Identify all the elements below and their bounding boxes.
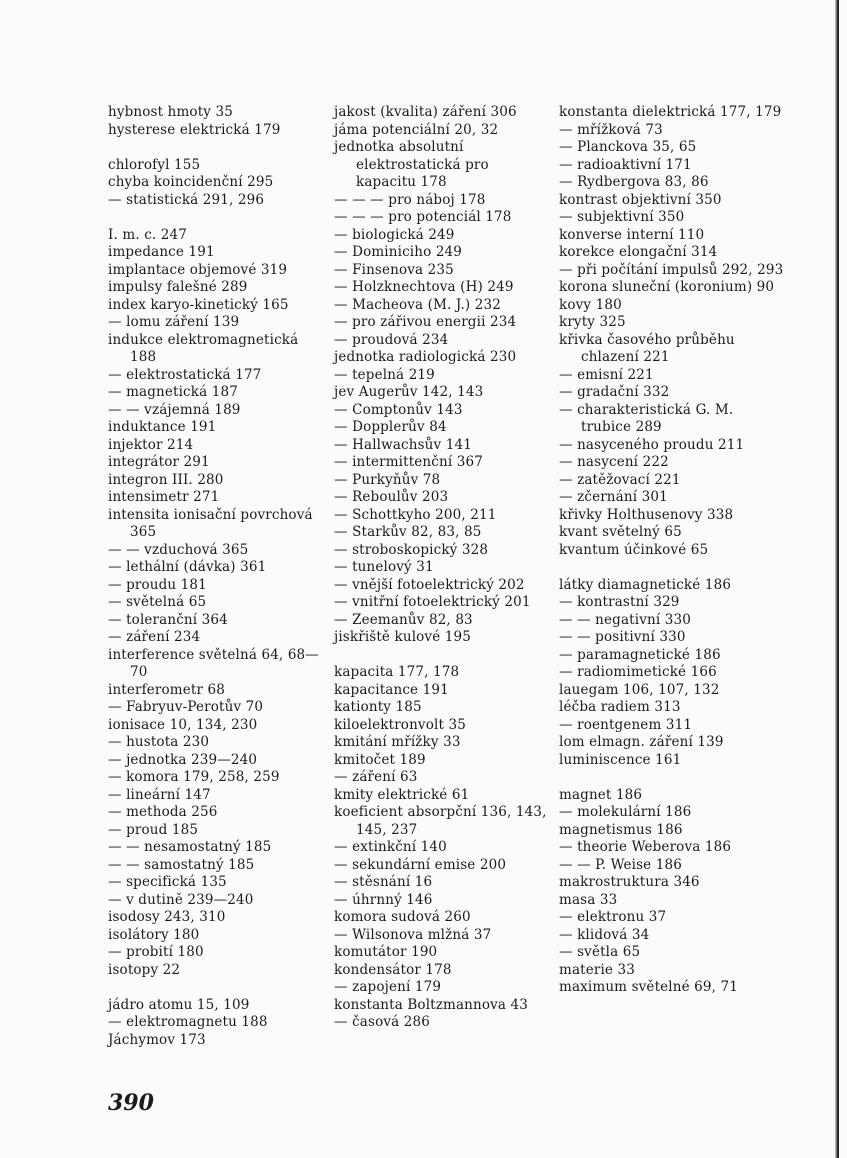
index-entry: jáma potenciální 20, 32 <box>334 121 499 138</box>
index-entry: interference světelná 64, 68—70 <box>108 646 319 680</box>
index-entry: — — vzájemná 189 <box>108 401 241 418</box>
index-entry: masa 33 <box>559 891 618 908</box>
index-entry: — proudová 234 <box>334 331 449 348</box>
index-entry: magnet 186 <box>559 786 643 803</box>
index-entry: — — — pro potenciál 178 <box>334 209 512 225</box>
index-entry: — komora 179, 258, 259 <box>108 769 280 785</box>
index-entry: kryty 325 <box>559 314 626 330</box>
index-entry: — proudu 181 <box>108 576 207 593</box>
index-entry: jednotka radiologická 230 <box>334 349 517 365</box>
index-entry: — Fabryuv-Perotův 70 <box>108 699 264 715</box>
index-entry: — záření 234 <box>108 629 201 645</box>
index-entry: — Planckova 35, 65 <box>559 139 697 155</box>
index-entry: — Hallwachsův 141 <box>334 436 472 453</box>
index-entry: — magnetická 187 <box>108 384 238 400</box>
index-entry: kvantum účinkové 65 <box>559 541 709 558</box>
index-entry: — statistická 291, 296 <box>108 191 265 208</box>
index-entry: — časová 286 <box>334 1014 430 1030</box>
index-entry: konstanta dielektrická 177, 179 <box>559 104 782 120</box>
index-entry: jev Augerův 142, 143 <box>334 384 484 400</box>
index-entry: indukce elektromagnetická 188 <box>108 331 299 365</box>
index-entry: ionisace 10, 134, 230 <box>108 716 258 733</box>
index-entry: kmity elektrické 61 <box>334 786 470 803</box>
index-entry: kapacita 177, 178 <box>334 664 460 680</box>
page-number: 390 <box>108 1090 154 1116</box>
index-entry: impulsy falešné 289 <box>108 279 248 295</box>
index-entry: — stěsnání 16 <box>334 874 433 890</box>
index-entry: — — negativní 330 <box>559 611 691 628</box>
index-entry: kvant světelný 65 <box>559 524 682 540</box>
index-entry: kontrast objektivní 350 <box>559 191 722 208</box>
index-entry: — extinkční 140 <box>334 839 447 855</box>
index-entry: — — nesamostatný 185 <box>108 839 272 855</box>
index-entry: intensimetr 271 <box>108 489 220 505</box>
index-entry: jiskřiště kulové 195 <box>334 629 472 645</box>
index-entry: I. m. c. 247 <box>108 226 188 243</box>
index-entry: implantace objemové 319 <box>108 261 288 278</box>
index-entry: — Schottkyho 200, 211 <box>334 506 497 523</box>
index-entry: integrátor 291 <box>108 454 210 470</box>
index-entry: — lineární 147 <box>108 786 211 803</box>
index-entry: — lomu záření 139 <box>108 314 240 330</box>
index-entry: impedance 191 <box>108 244 215 260</box>
index-entry: — — samostatný 185 <box>108 856 255 873</box>
index-entry: — Dopplerův 84 <box>334 419 447 435</box>
index-entry: — paramagnetické 186 <box>559 646 721 663</box>
index-entry: — lethální (dávka) 361 <box>108 559 267 575</box>
index-entry: — světelná 65 <box>108 594 207 610</box>
index-entry: makrostruktura 346 <box>559 874 700 890</box>
index-entry: — v dutině 239—240 <box>108 891 254 908</box>
index-entry: — jednotka 239—240 <box>108 751 258 768</box>
index-entry: — při počítání impulsů 292, 293 <box>559 261 784 278</box>
index-entry: — kontrastní 329 <box>559 594 680 610</box>
index-entry: magnetismus 186 <box>559 821 683 838</box>
index-entry: — radiomimetické 166 <box>559 664 717 680</box>
index-entry: — hustota 230 <box>108 734 210 750</box>
index-entry: index karyo-kinetický 165 <box>108 296 289 313</box>
index-entry: křivky Holthusenovy 338 <box>559 506 734 523</box>
index-entry: — zapojení 179 <box>334 979 442 995</box>
index-entry: — nasycení 222 <box>559 454 669 470</box>
index-entry: — záření 63 <box>334 769 418 785</box>
index-entry: křivka časového průběhu chlazení 221 <box>559 331 735 365</box>
index-entry: — Purkyňův 78 <box>334 471 441 488</box>
index-entry: — Zeemanův 82, 83 <box>334 611 473 628</box>
index-entry: — specifická 135 <box>108 874 227 890</box>
index-entry: — Reboulův 203 <box>334 489 449 505</box>
index-entry: — theorie Weberova 186 <box>559 839 732 855</box>
index-entry: — Holzknechtova (H) 249 <box>334 279 514 295</box>
index-entry: — Comptonův 143 <box>334 401 463 418</box>
index-entry: — Wilsonova mlžná 37 <box>334 926 492 943</box>
index-entry: komora sudová 260 <box>334 909 471 925</box>
index-entry: kapacitance 191 <box>334 681 449 698</box>
index-entry: — — positivní 330 <box>559 629 686 645</box>
index-entry: injektor 214 <box>108 436 194 453</box>
index-entry: — světla 65 <box>559 944 641 960</box>
index-entry: kiloelektronvolt 35 <box>334 716 466 733</box>
index-entry: — elektronu 37 <box>559 909 667 925</box>
index-entry: — charakteristická G. M. trubice 289 <box>559 401 734 435</box>
index-entry: chlorofyl 155 <box>108 156 201 173</box>
index-entry: — tunelový 31 <box>334 559 434 575</box>
index-entry: jakost (kvalita) záření 306 <box>334 104 517 120</box>
index-entry: konverse interní 110 <box>559 226 705 243</box>
index-entry: — intermittenční 367 <box>334 454 483 470</box>
index-entry: — Finsenova 235 <box>334 261 454 278</box>
index-entry: — Rydbergova 83, 86 <box>559 174 709 190</box>
index-entry: — toleranční 364 <box>108 611 228 628</box>
index-entry: induktance 191 <box>108 419 217 435</box>
index-entry: — gradační 332 <box>559 384 670 400</box>
index-entry: — pro zářivou energii 234 <box>334 314 517 330</box>
index-entry: kationty 185 <box>334 699 422 715</box>
index-entry: Jáchymov 173 <box>108 1031 206 1048</box>
index-entry: jednotka absolutní elektrostatická pro kapacitu 178 <box>334 139 489 190</box>
index-entry: hybnost hmoty 35 <box>108 104 233 120</box>
index-entry: korona sluneční (koronium) 90 <box>559 279 775 295</box>
index-entry: isolátory 180 <box>108 926 200 943</box>
index-entry: lauegam 106, 107, 132 <box>559 681 720 698</box>
index-entry: isodosy 243, 310 <box>108 909 226 925</box>
index-entry: — emisní 221 <box>559 366 654 383</box>
index-entry: — subjektivní 350 <box>559 209 685 225</box>
index-entry: — probití 180 <box>108 944 204 960</box>
index-entry: lom elmagn. záření 139 <box>559 734 724 750</box>
index-entry: — sekundární emise 200 <box>334 856 507 873</box>
index-entry: — Dominiciho 249 <box>334 244 463 260</box>
index-entry: maximum světelné 69, 71 <box>559 979 739 995</box>
index-entry: — methoda 256 <box>108 804 218 820</box>
index-entry: — stroboskopický 328 <box>334 541 489 558</box>
index-entry: — zčernání 301 <box>559 489 668 505</box>
index-entry: materie 33 <box>559 961 635 978</box>
index-entry: — klidová 34 <box>559 926 650 943</box>
index-entry: jádro atomu 15, 109 <box>108 996 250 1013</box>
index-entry: — vnější fotoelektrický 202 <box>334 576 525 593</box>
index-entry: interferometr 68 <box>108 681 225 698</box>
index-entry: intensita ionisační povrchová 365 <box>108 506 313 540</box>
index-entry: integron III. 280 <box>108 471 224 488</box>
index-entry: — zatěžovací 221 <box>559 471 681 488</box>
index-entry: — molekulární 186 <box>559 804 692 820</box>
index-entry: koeficient absorpční 136, 143, 145, 237 <box>334 804 547 838</box>
index-entry: — vnitřní fotoelektrický 201 <box>334 594 531 610</box>
index-entry: — elektromagnetu 188 <box>108 1014 268 1030</box>
index-column-1 <box>108 104 324 1049</box>
index-entry: kovy 180 <box>559 296 622 313</box>
index-entry: — — P. Weise 186 <box>559 856 682 873</box>
index-entry: — biologická 249 <box>334 226 455 243</box>
index-column-3 <box>559 104 785 997</box>
index-entry: — roentgenem 311 <box>559 716 693 733</box>
index-entry: — tepelná 219 <box>334 366 435 383</box>
index-column-2 <box>334 104 550 1032</box>
index-entry: konstanta Boltzmannova 43 <box>334 996 529 1013</box>
index-entry: kondensátor 178 <box>334 961 452 978</box>
index-entry: kmitání mřížky 33 <box>334 734 461 750</box>
index-entry: — mřížková 73 <box>559 121 663 138</box>
index-entry: luminiscence 161 <box>559 751 682 768</box>
index-entry: — — vzduchová 365 <box>108 541 249 558</box>
index-entry: — Macheova (M. J.) 232 <box>334 296 501 313</box>
index-entry: — elektrostatická 177 <box>108 366 262 383</box>
index-entry: korekce elongační 314 <box>559 244 718 260</box>
index-entry: komutátor 190 <box>334 944 438 960</box>
index-entry: látky diamagnetické 186 <box>559 576 732 593</box>
index-entry: — — — pro náboj 178 <box>334 191 486 208</box>
index-entry: léčba radiem 313 <box>559 699 681 715</box>
index-entry: chyba koincidenční 295 <box>108 174 274 190</box>
index-entry: — proud 185 <box>108 821 199 838</box>
index-entry: — úhrnný 146 <box>334 891 433 908</box>
index-entry: isotopy 22 <box>108 961 181 978</box>
index-entry: — Starkův 82, 83, 85 <box>334 524 482 540</box>
index-entry: — nasyceného proudu 211 <box>559 436 745 453</box>
page-edge-shadow <box>835 0 839 1158</box>
index-entry: — radioaktivní 171 <box>559 156 692 173</box>
index-entry: kmitočet 189 <box>334 751 426 768</box>
index-entry: hysterese elektrická 179 <box>108 121 281 138</box>
